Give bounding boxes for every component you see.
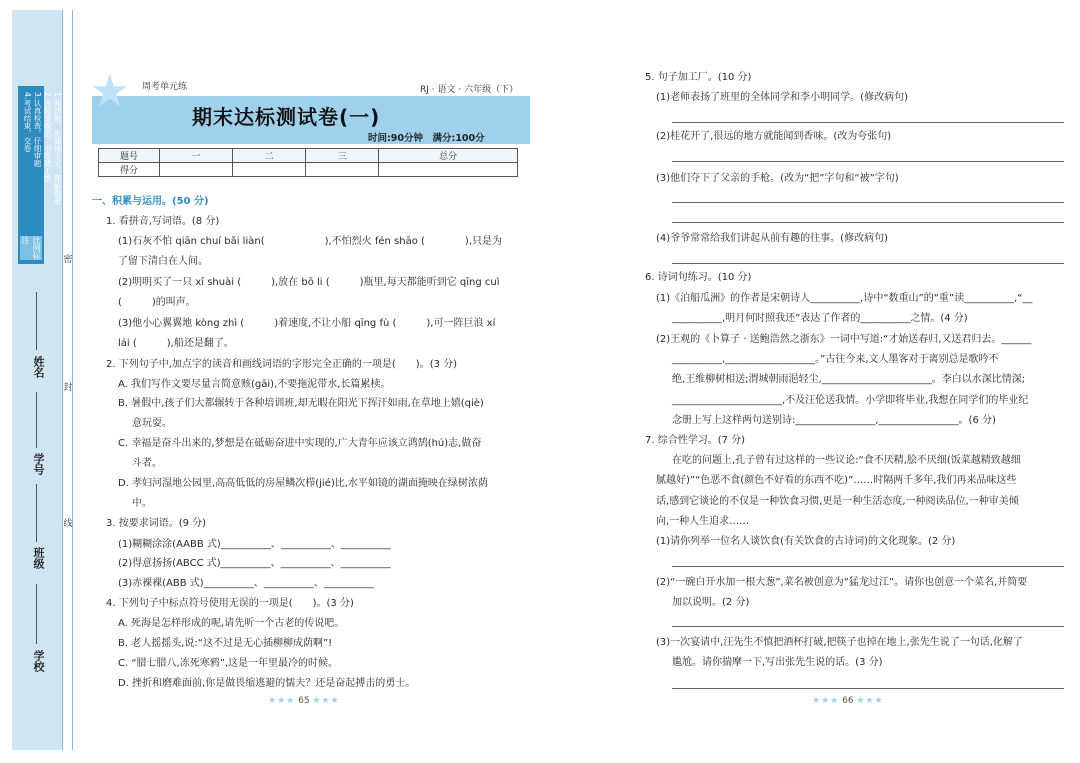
question-line: ( )的叫声。 <box>118 297 196 308</box>
star-icon: ★★★ <box>268 696 296 706</box>
question-stem: 1. 看拼音,写词语。(8 分) <box>106 216 220 227</box>
answer-line: (1)糊糊涂涂(AABB 式)__________、__________、__________ <box>118 539 391 550</box>
class-line[interactable] <box>36 484 37 542</box>
table-cell: 三 <box>306 149 379 163</box>
name-label: 姓名 <box>32 356 45 378</box>
page-footer <box>268 696 340 706</box>
exam-rule: 1.阅读题，先通读全文，理解题意 <box>53 92 62 205</box>
question-line: (4)爷爷常常给我们讲起从前有趣的往事。(修改病句) <box>656 233 888 244</box>
school-line[interactable] <box>36 584 37 644</box>
question-line: (2)“一碗白开水加一根大葱”,菜名被创意为“猛龙过江”。请你也创意一个菜名,并简要 <box>656 577 1028 588</box>
option-line: 中。 <box>132 498 152 509</box>
page-title: 期末达标测试卷(一) <box>192 105 381 129</box>
page-number: 65 <box>298 696 310 706</box>
grade-label: RJ · 语文 · 六年级（下） <box>420 85 519 95</box>
question-line: (3)他小心翼翼地 kòng zhì ( )着速度,不让小船 qīng fù ( ),可一阵巨浪 xí <box>118 318 496 329</box>
question-stem: 6. 诗词句练习。(10 分) <box>645 272 752 283</box>
question-stem: 5. 句子加工厂。(10 分) <box>645 72 752 83</box>
score-cell[interactable] <box>160 163 233 177</box>
question-line: (2)王观的《卜算子 · 送鲍浩然之浙东》一词中写道:“才始送春归,又送君归去。______ <box>656 334 1032 345</box>
question-line: __________,明月何时照我还”表达了作者的__________之情。(4 分) <box>672 313 968 324</box>
score-table <box>98 148 518 177</box>
question-stem: 2. 下列句子中,加点字的读音和画线词语的字形完全正确的一项是( )。(3 分) <box>106 359 458 370</box>
option-line: B. 老人摇摇头,说:“这不过是无心插柳柳成荫啊”! <box>118 638 333 649</box>
school-label: 学校 <box>32 650 45 672</box>
option-line: C. “腊七腊八,冻死寒鸦”,这是一年里最冷的时候。 <box>118 658 339 669</box>
star-icon: ★★★ <box>312 696 340 706</box>
question-line: 加以说明。(2 分) <box>672 597 750 608</box>
option-line: C. 幸福是奋斗出来的,梦想是在砥砺奋进中实现的,广大青年应该立鸿鹄(hú)志,做奋 <box>118 438 482 449</box>
question-line: __________,__________________。”古往今来,文人墨客对于离别总是歌吟不 <box>672 354 999 365</box>
question-line: (2)桂花开了,很远的地方就能闻到香味。(改为夸张句) <box>656 131 892 142</box>
time-info: 时间:90分钟 满分:100分 <box>368 133 485 144</box>
exam-rule: 3.认真检查，仔细审题 <box>33 92 42 167</box>
option-line: B. 暑假中,孩子们大都辗转于各种培训班,却无暇在阳光下挥汗如雨,在草地上嬉(qiè) <box>118 398 484 409</box>
student-id-line[interactable] <box>36 392 37 448</box>
option-line: D. 挫折和磨难面前,你是做畏缩逃避的懦夫？还是奋起搏击的勇士。 <box>118 678 416 689</box>
exam-rule: 2.答题要规范，书写要工整 <box>43 92 52 182</box>
option-line: D. 孝妇河湿地公园里,高高低低的房屋鳞次栉(jié)比,水平如镜的湖面掩映在绿树浓荫 <box>118 478 488 489</box>
star-icon: ★★★ <box>812 696 840 706</box>
question-line: (1)《泊船瓜洲》的作者是宋朝诗人__________,诗中“数重山”的“重”读__________,“__ <box>656 293 1033 304</box>
answer-line[interactable] <box>672 202 1064 203</box>
table-cell: 总分 <box>379 149 518 163</box>
question-line: (2)明明买了一只 xī shuài ( ),放在 bō li ( )瓶里,每天都能听到它 qīng cuì <box>118 277 500 288</box>
cut-mark-feng: 封 <box>63 383 73 393</box>
table-cell: 题号 <box>99 149 160 163</box>
page-footer <box>812 696 884 706</box>
table-cell: 二 <box>233 149 306 163</box>
question-line: lái ( ),船还是翻了。 <box>118 338 234 349</box>
question-stem: 7. 综合性学习。(7 分) <box>645 435 746 446</box>
question-line: 了留下清白在人间。 <box>118 256 208 267</box>
question-line: (3)一次宴请中,汪先生不慎把酒杯打破,把筷子也掉在地上,张先生说了一句话,化解了 <box>656 637 1023 648</box>
passage-line: 向,一种人生追求…… <box>656 516 750 527</box>
table-row <box>99 163 518 177</box>
score-cell[interactable] <box>379 163 518 177</box>
question-stem: 3. 按要求词语。(9 分) <box>106 518 207 529</box>
side-tag: 比例标注 <box>21 236 41 260</box>
question-line: 尴尬。请你揣摩一下,写出张先生说的话。(3 分) <box>672 657 883 668</box>
answer-line: (2)得意扬扬(ABCC 式)__________、__________、__________ <box>118 558 391 569</box>
table-cell: 一 <box>160 149 233 163</box>
option-line: A. 死海是怎样形成的呢,请先听一个古老的传说吧。 <box>118 618 345 629</box>
question-line: ______________________,不及汪伦送我情。小学即将毕业,我想在同学们的毕业纪 <box>672 395 1029 406</box>
answer-line[interactable] <box>672 566 1064 567</box>
answer-line[interactable] <box>672 688 1064 689</box>
series-label: 周考单元练 <box>142 82 188 92</box>
answer-line: (3)赤裸裸(ABB 式)__________、__________、__________ <box>118 578 374 589</box>
question-line: (3)他们夺下了父亲的手枪。(改为“把”字句和“被”字句) <box>656 173 899 184</box>
passage-line: 腻越好)”“色恶不食(颜色不好看的东西不吃)”……时隔两千多年,我们再来品味这些 <box>656 475 1017 486</box>
star-icon: ★★★ <box>856 696 884 706</box>
student-id-label: 学号 <box>32 453 45 475</box>
exam-rule: 4.考试结束，交卷 <box>23 92 32 152</box>
option-line: 意玩耍。 <box>132 418 172 429</box>
answer-line[interactable] <box>672 122 1064 123</box>
passage-line: 话,感到它谈论的不仅是一种饮食习惯,更是一种生活态度,一种阅读品位,一种审美倾 <box>656 496 1019 507</box>
table-cell: 得分 <box>99 163 160 177</box>
section-heading: 一、积累与运用。(50 分) <box>92 196 209 207</box>
star-icon: ★ <box>90 66 130 117</box>
question-line: 绝,王维柳树相送;渭城朝雨浥轻尘,______________________。李白以水深比情深; <box>672 374 1026 385</box>
name-line[interactable] <box>36 292 37 350</box>
class-label: 班级 <box>32 547 45 569</box>
question-line: 念册上写上这样两句送别诗:________________,________________。(6 分) <box>672 415 996 426</box>
option-line: A. 我们写作文要尽量言简意赅(gāi),不要拖泥带水,长篇累椟。 <box>118 379 391 390</box>
passage-line: 在吃的问题上,孔子曾有过这样的一些议论:“食不厌精,脍不厌细(饭菜越精致越细 <box>672 455 1021 466</box>
answer-line[interactable] <box>672 263 1064 264</box>
question-line: (1)石灰不怕 qiān chuí bǎi liàn( ),不怕烈火 fén shāo ( ),只是为 <box>118 236 503 247</box>
exam-rules <box>22 92 62 232</box>
question-line: (1)请你列举一位名人谈饮食(有关饮食的古诗词)的文化现象。(2 分) <box>656 536 956 547</box>
page-number: 66 <box>842 696 854 706</box>
table-row <box>99 149 518 163</box>
option-line: 斗者。 <box>132 458 162 469</box>
answer-line[interactable] <box>672 161 1064 162</box>
answer-line[interactable] <box>672 222 1064 223</box>
question-line: (1)老师表扬了班里的全体同学和李小明同学。(修改病句) <box>656 92 908 103</box>
cut-mark-xian: 线 <box>63 519 73 529</box>
cut-mark-mi: 密 <box>63 255 73 265</box>
score-cell[interactable] <box>233 163 306 177</box>
answer-line[interactable] <box>672 626 1064 627</box>
score-cell[interactable] <box>306 163 379 177</box>
question-stem: 4. 下列句子中标点符号使用无误的一项是( )。(3 分) <box>106 598 354 609</box>
